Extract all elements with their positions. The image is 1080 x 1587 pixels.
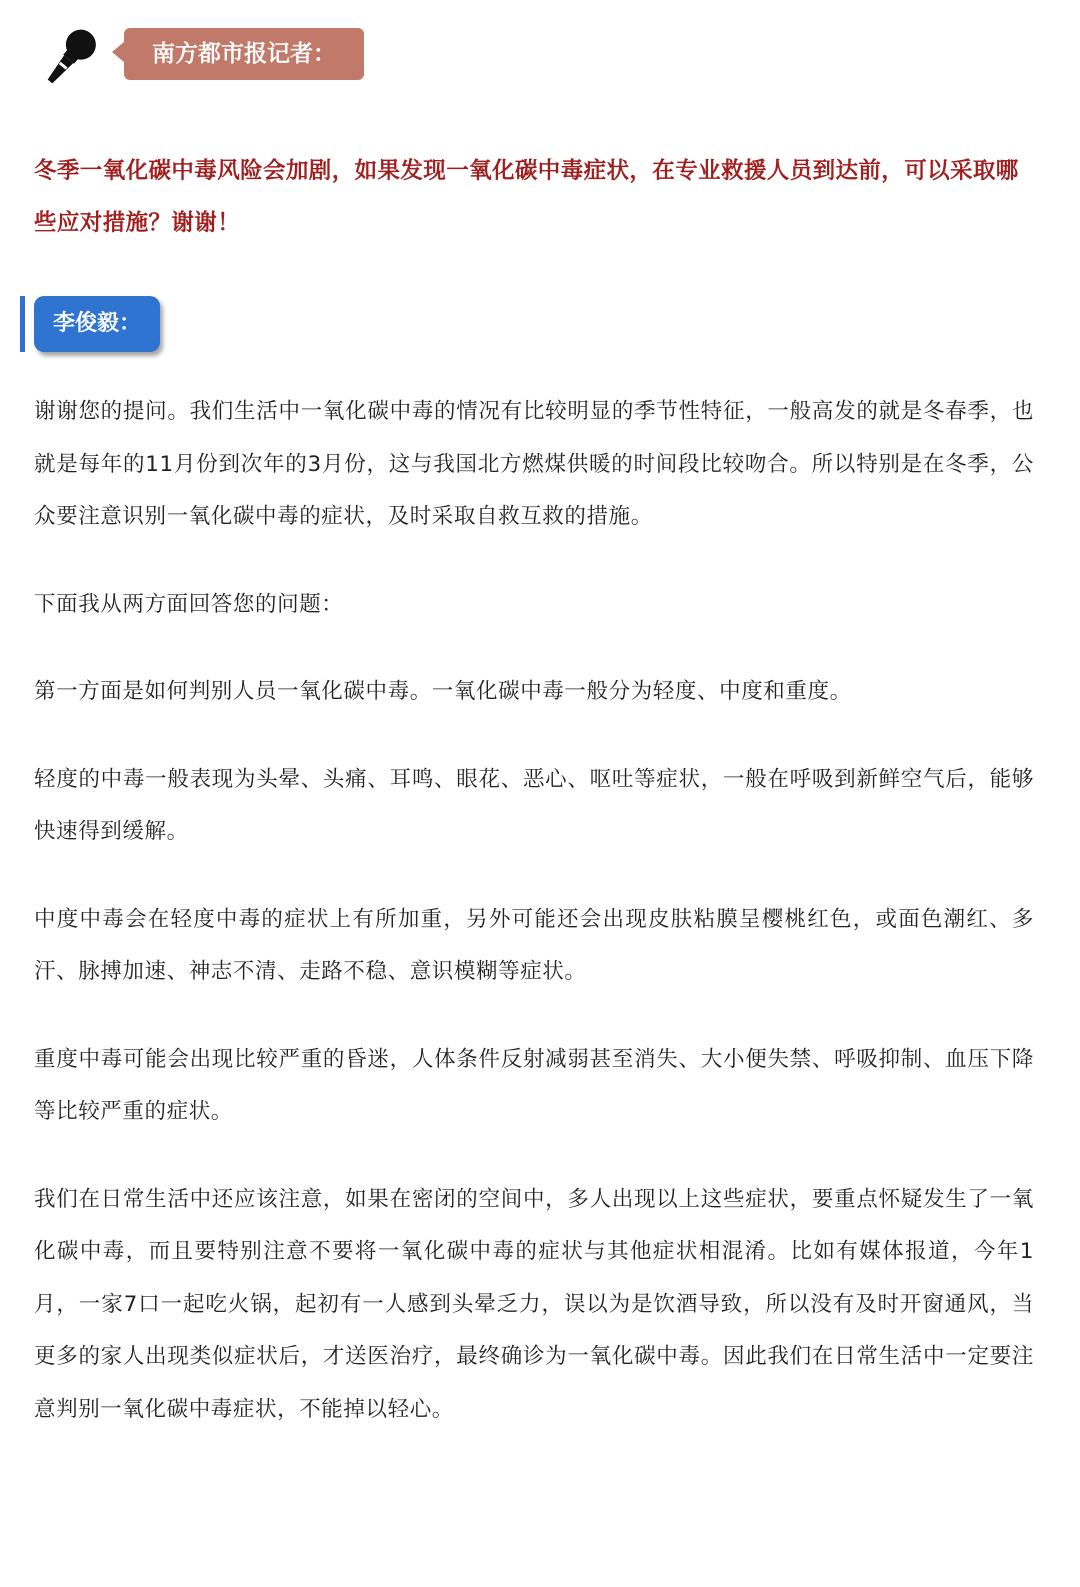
answerer-header <box>20 296 170 358</box>
answerer-label: 李俊毅： <box>34 296 160 352</box>
answer-paragraph: 谢谢您的提问。我们生活中一氧化碳中毒的情况有比较明显的季节性特征，一般高发的就是冬春季，也就是每年的11月份到次年的3月份，这与我国北方燃煤供暖的时间段比较吻合。所以特别是在冬季，公众要注意识别一氧化碳中毒的症状，及时采取自救互救的措施。 <box>34 399 1034 529</box>
answer-paragraph: 轻度的中毒一般表现为头晕、头痛、耳鸣、眼花、恶心、呕吐等症状，一般在呼吸到新鲜空气后，能够快速得到缓解。 <box>34 766 1034 844</box>
answerer-accent-bar <box>20 296 25 352</box>
answer-paragraph: 第一方面是如何判别人员一氧化碳中毒。一氧化碳中毒一般分为轻度、中度和重度。 <box>34 679 852 704</box>
answer-body <box>34 386 1034 1471</box>
answer-paragraph: 中度中毒会在轻度中毒的症状上有所加重，另外可能还会出现皮肤粘膜呈樱桃红色，或面色潮红、多汗、脉搏加速、神志不清、走路不稳、意识模糊等症状。 <box>34 906 1034 984</box>
answer-paragraph: 下面我从两方面回答您的问题： <box>34 591 344 617</box>
answer-paragraph: 我们在日常生活中还应该注意，如果在密闭的空间中，多人出现以上这些症状，要重点怀疑发生了一氧化碳中毒，而且要特别注意不要将一氧化碳中毒的症状与其他症状相混淆。比如有媒体报道，今年1月，一家7口一起吃火锅，起初有一人感到头晕乏力，误以为是饮酒导致，所以没有及时开窗通风，当更多的家人出现类似症状后，才送医治疗，最终确诊为一氧化碳中毒。因此我们在日常生活中一定要注意判别一氧化碳中毒症状，不能掉以轻心。 <box>34 1186 1034 1422</box>
microphone-icon <box>34 26 102 94</box>
reporter-header <box>34 24 374 94</box>
reporter-label: 南方都市报记者： <box>124 28 364 80</box>
answer-paragraph: 重度中毒可能会出现比较严重的昏迷，人体条件反射减弱甚至消失、大小便失禁、呼吸抑制、血压下降等比较严重的症状。 <box>34 1046 1034 1124</box>
question-text: 冬季一氧化碳中毒风险会加剧，如果发现一氧化碳中毒症状，在专业救援人员到达前，可以采取哪些应对措施？谢谢！ <box>34 158 1019 236</box>
